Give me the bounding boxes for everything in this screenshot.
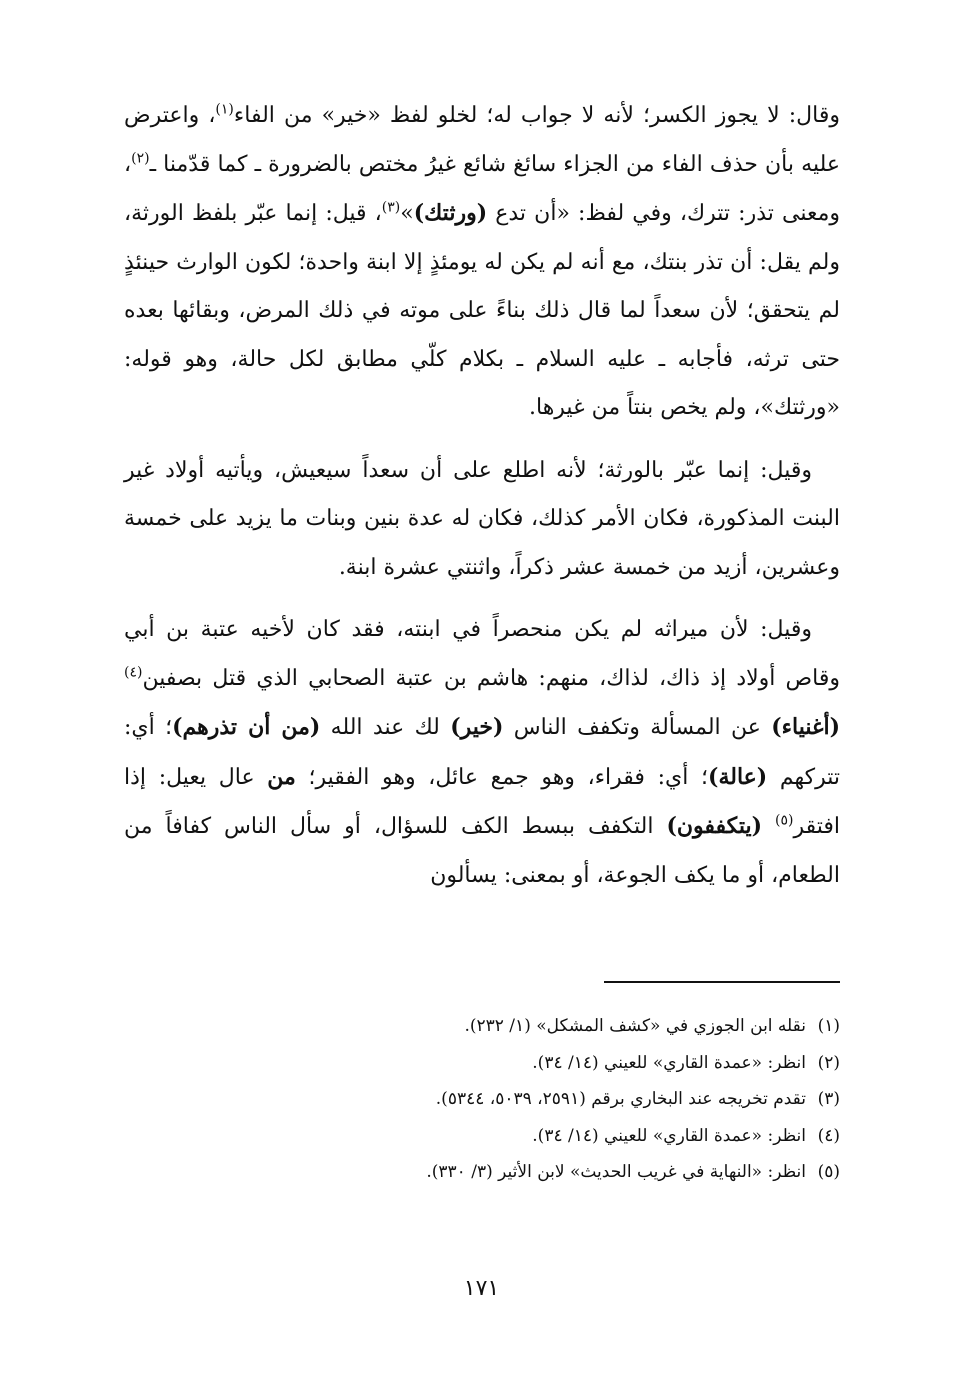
footnotes <box>124 1008 840 1191</box>
text-run: ؛ أي: فقراء، وهو جمع عائل، وهو الفقير؛ <box>295 764 709 790</box>
footnote-text: تقدم تخريجه عند البخاري برقم (٢٥٩١، ٥٠٣٩، ٥٣٤٤). <box>435 1089 806 1109</box>
paragraph-2: وقيل: إنما عبّر بالورثة؛ لأنه اطلع على أن سعداً سيعيش، ويأتيه أولاد غير البنت المذكورة، فكان الأمر كذلك، فكان له عدة بنين وبنات ما يزيد على خمسة وعشرين، أزيد من خمسة عشر ذكراً، واثنتي عشرة ابنة. <box>124 457 840 580</box>
hadith-term: (خير) <box>450 714 504 740</box>
footnote-4 <box>124 1118 840 1155</box>
footnote-5 <box>124 1154 840 1191</box>
footnote-text: انظر: «عمدة القاري» للعيني (١٤/ ٣٤). <box>532 1052 806 1073</box>
footnote-1 <box>124 1008 840 1045</box>
hadith-term: (عالة) <box>708 763 768 790</box>
text-run: لك عند الله <box>320 715 451 740</box>
text-run: ، ومعنى تذر: تترك، وفي لفظ: «أن تدع <box>124 151 840 226</box>
text-run <box>762 814 775 839</box>
hadith-term: (ورثتك) <box>413 200 488 226</box>
paragraph-3 <box>124 606 840 900</box>
hadith-term: من <box>267 763 296 790</box>
text-run: وقيل: لأن ميراثه لم يكن منحصراً في ابنته، فقد كان لأخيه عتبة بن أبي وقاص أولاد إذ ذاك، لذاك، منهم: هاشم بن عتبة الصحابي الذي قتل بصفين <box>124 617 840 691</box>
footnote-text: انظر: «عمدة القاري» للعيني (١٤/ ٣٤). <box>532 1125 806 1146</box>
footnote-ref: (٤) <box>124 664 143 681</box>
text-run: ؛ أي: تتركهم <box>124 715 841 790</box>
text-run: » <box>400 201 414 226</box>
text-run: عال يعيل: إذا افتقر <box>124 764 840 839</box>
footnote-ref: (٣) <box>381 199 401 216</box>
footnote-ref: (٢) <box>131 150 150 167</box>
hadith-term: (يتكففون) <box>666 813 762 839</box>
text-run: ، واعترض عليه بأن حذف الفاء من الجزاء سائغ شائع غيرُ مختص بالضرورة ـ كما قدّمنا ـ <box>124 103 840 177</box>
footnote-number: (٣) <box>817 1089 840 1109</box>
text-run: التكفف ببسط الكف للسؤال، أو سأل الناس كفافاً من الطعام، أو ما يكف الجوعة، أو بمعنى: يسألون <box>124 814 840 888</box>
text-run: وقال: لا يجوز الكسر؛ لأنه لا جواب له؛ لخلو لفظ «خير» من الفاء <box>233 103 840 128</box>
footnote-number: (٥) <box>817 1162 840 1182</box>
page-number: ١٧١ <box>463 1276 500 1301</box>
hadith-term: (من أن تذرهم) <box>172 714 321 740</box>
footnote-ref: (٥) <box>774 812 794 829</box>
footnote-number: (١) <box>817 1016 840 1036</box>
main-text <box>124 92 840 900</box>
footnote-number: (٤) <box>817 1125 840 1146</box>
footnote-text: انظر: «النهاية في غريب الحديث» لابن الأثير (٣/ ٣٣٠). <box>426 1162 806 1182</box>
footnote-ref: (١) <box>215 101 234 118</box>
paragraph-1 <box>124 92 840 433</box>
footnote-3 <box>124 1081 840 1118</box>
hadith-term: (أغنياء) <box>771 714 840 740</box>
text-run: عن المسألة وتكفف الناس <box>503 715 772 740</box>
text-run: ، قيل: إنما عبّر بلفظ الورثة، ولم يقل: أن تذر بنتك، مع أنه لم يكن له يومئذٍ إلا ابنة واحدة؛ لكون الوارث حينئذٍ لم يتحقق؛ لأن سعداً لما قال ذلك بناءً على موته في ذلك المرض، وبقائها بعده حتى ترثه، فأجابه ـ عليه السلام ـ بكلام كلّي مطابق لكل حالة، وهو قوله: «ورثتك»، ولم يخص بنتاً من غيرها. <box>124 201 840 420</box>
footnote-text: نقله ابن الجوزي في «كشف المشكل» (١/ ٢٣٢). <box>464 1016 806 1036</box>
footnote-2 <box>124 1045 840 1082</box>
footnote-separator <box>604 981 840 983</box>
footnote-number: (٢) <box>817 1052 840 1073</box>
